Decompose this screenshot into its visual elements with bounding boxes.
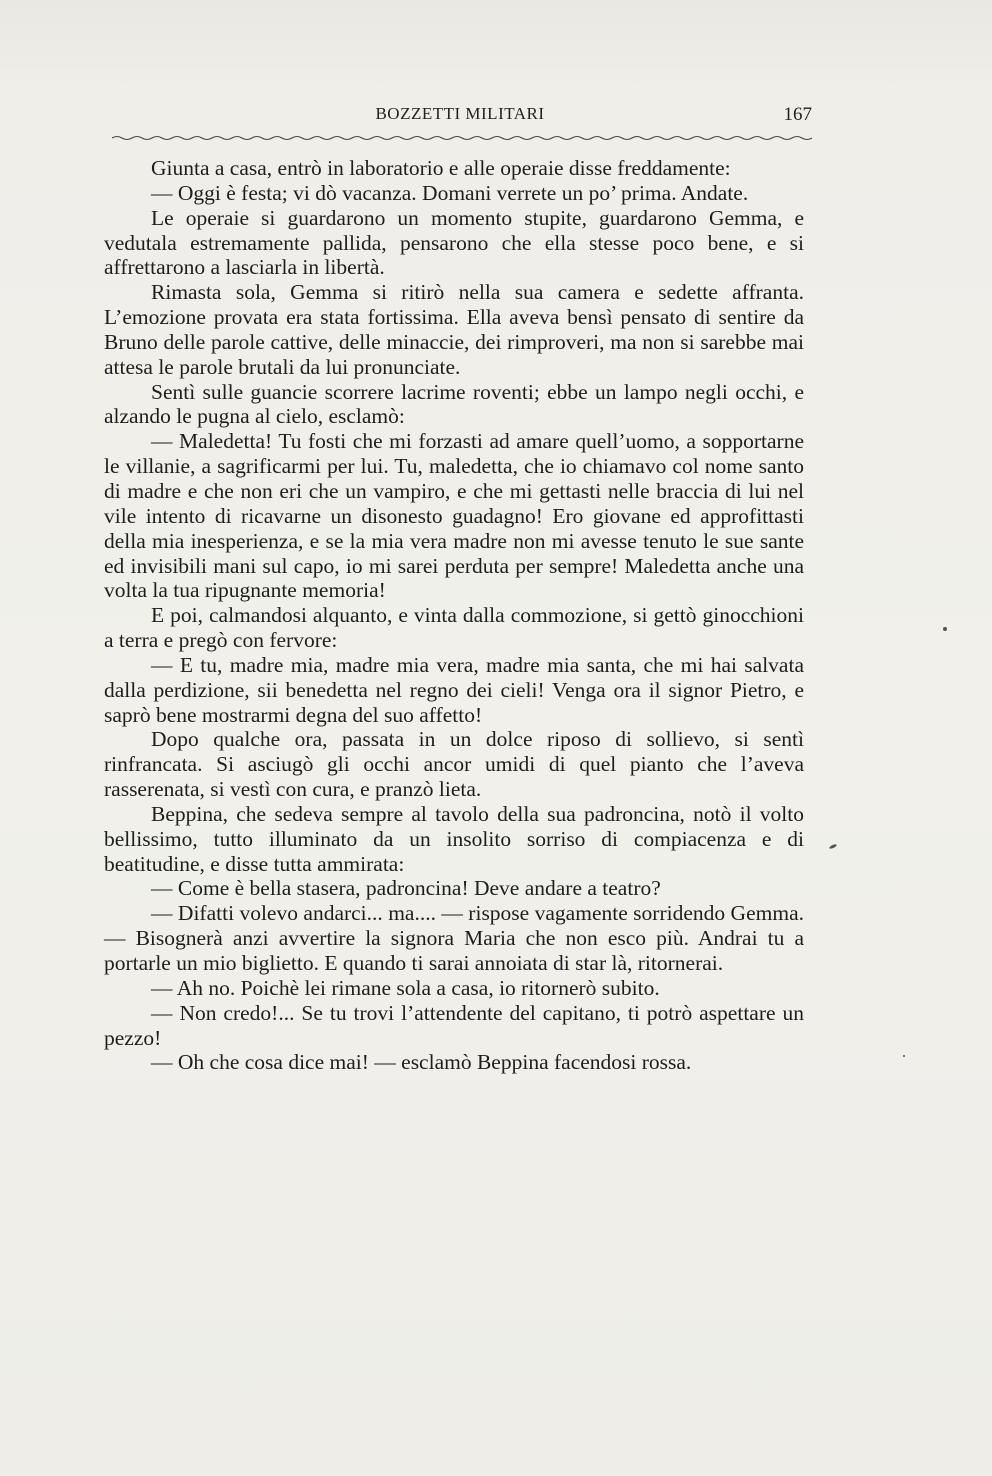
- paragraph: — Oggi è festa; vi dò vacanza. Domani verrete un po’ prima. Andate.: [151, 180, 749, 205]
- paragraph: Le operaie si guardarono un momento stupite, guardarono Gemma, e vedutala estremamente pallida, pensarono che ella stesse poco bene, e si affrettarono a lasciarla in libertà.: [104, 205, 804, 280]
- paragraph: — Maledetta! Tu fosti che mi forzasti ad amare quell’uomo, a sopportarne le villanie, a sagrificarmi per lui. Tu, maledetta, che io chiamavo col nome santo di madre e che non eri che un vampiro, e che mi gettasti nelle braccia di lui nel vile intento di ricavarne un disonesto guadagno! Ero giovane ed approfittasti della mia inesperienza, e se la mia vera madre non mi avesse tenuto le sue sante ed invisibili mani sul capo, io mi sarei perduta per sempre! Maledetta anche una volta la tua ripugnante memoria!: [104, 429, 804, 603]
- paragraph: Beppina, che sedeva sempre al tavolo della sua padroncina, notò il volto bellissimo, tutto illuminato da un insolito sorriso di compiacenza e di beatitudine, e disse tutta ammirata:: [104, 801, 804, 876]
- scan-speck: [903, 1055, 905, 1057]
- paragraph: — E tu, madre mia, madre mia vera, madre mia santa, che mi hai salvata dalla perdizione, sii benedetta nel regno dei cieli! Venga ora il signor Pietro, e saprò bene mostrarmi degna del suo affetto!: [104, 652, 804, 727]
- scan-speck: [829, 843, 838, 849]
- scan-speck: [943, 627, 947, 631]
- body-text: [104, 156, 804, 1075]
- paragraph: Rimasta sola, Gemma si ritirò nella sua camera e sedette affranta. L’emozione provata era stata fortissima. Ella aveva bensì pensato di sentire da Bruno delle parole cattive, delle minaccie, dei rimproveri, ma non si sarebbe mai attesa le parole brutali da lui pronunciate.: [104, 280, 804, 379]
- paragraph: — Ah no. Poichè lei rimane sola a casa, io ritornerò subito.: [151, 975, 660, 1000]
- paragraph: — Difatti volevo andarci... ma.... — rispose vagamente sorridendo Gemma. — Bisognerà anzi avvertire la signora Maria che non esco più. Andrai tu a portarle un mio biglietto. E quando ti sarai annoiata di star là, ritornerai.: [104, 901, 804, 975]
- header-wavy-rule: [112, 134, 812, 142]
- paragraph: E poi, calmandosi alquanto, e vinta dalla commozione, si gettò ginocchioni a terra e pregò con fervore:: [104, 603, 804, 653]
- paragraph: Sentì sulle guancie scorrere lacrime roventi; ebbe un lampo negli occhi, e alzando le pugna al cielo, esclamò:: [104, 379, 804, 429]
- page-header: [110, 104, 810, 134]
- paragraph: — Oh che cosa dice mai! — esclamò Beppina facendosi rossa.: [151, 1050, 692, 1075]
- paragraph: Giunta a casa, entrò in laboratorio e alle operaie disse freddamente:: [151, 156, 731, 180]
- running-title: BOZZETTI MILITARI: [375, 104, 545, 123]
- paragraph: — Come è bella stasera, padroncina! Deve andare a teatro?: [151, 876, 661, 901]
- paragraph: Dopo qualche ora, passata in un dolce riposo di sollievo, si sentì rinfrancata. Si asciugò gli occhi ancor umidi di quel pianto che l’aveva rasserenata, si vestì con cura, e pranzò lieta.: [104, 727, 804, 802]
- page-number: 167: [783, 104, 812, 125]
- paragraph: — Non credo!... Se tu trovi l’attendente del capitano, ti potrò aspettare un pezzo!: [104, 1000, 804, 1050]
